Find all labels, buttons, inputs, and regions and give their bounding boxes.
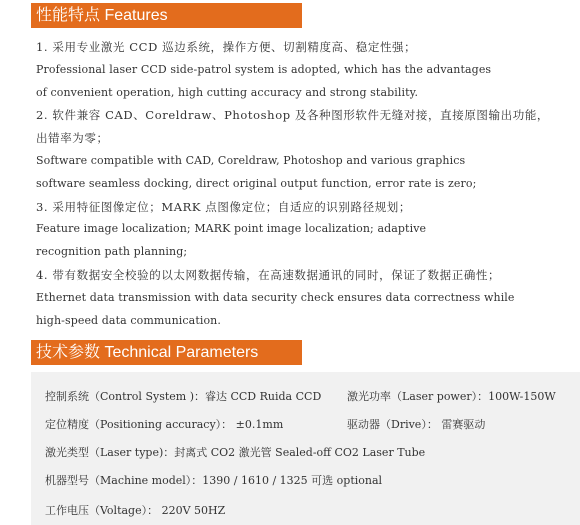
feature-4-en-line-1: Ethernet data transmission with data security check ensures data correctness while	[36, 290, 515, 304]
feature-3-en-line-2: recognition path planning;	[36, 245, 188, 259]
features-body	[36, 36, 566, 332]
param-laser-power: 激光功率（Laser power）：100W-150W	[347, 390, 556, 403]
feature-2-zh-line-2: 出错率为零；	[36, 131, 109, 146]
param-control-system: 控制系统（Control System )：睿达 CCD Ruida CCD	[45, 390, 322, 403]
feature-2-en-line-2: software seamless docking, direct original output function, error rate is zero;	[36, 176, 477, 190]
param-voltage: 工作电压（Voltage）： 220V 50HZ	[45, 504, 226, 517]
parameters-section-title: 技术参数 Technical Parameters	[31, 340, 302, 365]
feature-2-en-line-1: Software compatible with CAD, Coreldraw, Photoshop and various graphics	[36, 153, 466, 167]
feature-3-en-line-1: Feature image localization; MARK point image localization; adaptive	[36, 222, 427, 236]
feature-1-zh: 1. 采用专业激光 CCD 巡边系统，操作方便、切割精度高、稳定性强；	[36, 40, 417, 54]
feature-3-zh: 3. 采用特征图像定位；MARK 点图像定位；自适应的识别路径规划；	[36, 199, 412, 214]
feature-2-zh-line-1: 2. 软件兼容 CAD、Coreldraw、Photoshop 及各种图形软件无缝对接，直接原图输出功能，	[36, 108, 550, 123]
feature-1-en-line-1: Professional laser CCD side-patrol system is adopted, which has the advantages	[36, 62, 492, 76]
feature-1-en-line-2: of convenient operation, high cutting accuracy and strong stability.	[36, 85, 419, 99]
param-positioning-accuracy: 定位精度（Positioning accuracy）： ±0.1mm	[45, 418, 284, 431]
feature-4-en-line-2: high-speed data communication.	[36, 313, 221, 327]
feature-4-zh: 4. 带有数据安全校验的以太网数据传输，在高速数据通讯的同时，保证了数据正确性；	[36, 267, 501, 282]
features-section-title: 性能特点 Features	[31, 3, 302, 28]
param-laser-type: 激光类型（Laser type)：封离式 CO2 激光管 Sealed-off CO2 Laser Tube	[45, 446, 426, 459]
parameters-panel	[31, 372, 580, 525]
param-drive: 驱动器（Drive）： 雷赛驱动	[347, 418, 486, 431]
param-machine-model: 机器型号（Machine model）：1390 / 1610 / 1325 可选 optional	[45, 474, 383, 487]
